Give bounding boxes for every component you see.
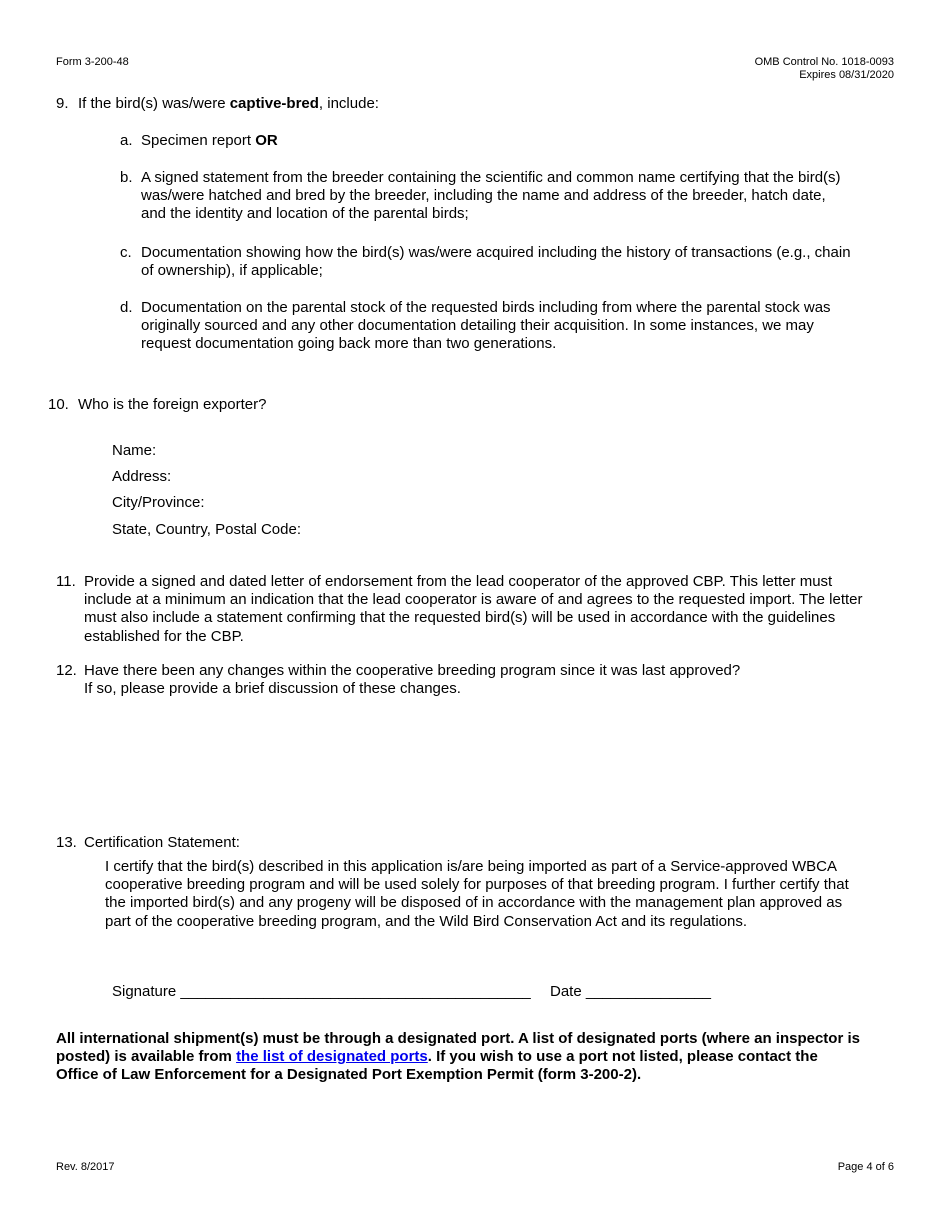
designated-ports-link[interactable]: the list of designated ports [236,1048,428,1066]
q12-text: Have there been any changes within the cooperative breeding program since it was last approved? If so, please provide a brief discussion of these changes. [84,662,741,698]
q9b-text: A signed statement from the breeder containing the scientific and common name certifying that the bird(s) was/were hatched and bred by the breeder, including the name and address of the breeder, hatch date, and the identity and location of the parental birds; [141,169,841,223]
q9d-letter: d. [120,299,133,316]
q9b-letter: b. [120,169,133,186]
exporter-name-field: Name: [112,442,157,459]
revision-date: Rev. 8/2017 [56,1161,115,1173]
expiration-date: Expires 08/31/2020 [799,69,894,81]
q9c-letter: c. [120,244,132,261]
exporter-address-field: Address: [112,468,172,485]
q9a-text: Specimen report OR [141,132,278,149]
signature-line: Signature __________________________________________ [112,983,531,1000]
q9d-text: Documentation on the parental stock of the requested birds including from where the parental stock was originally sourced and any other documentation detailing their acquisition. In some instances, we may request documentation going back more than two generations. [141,299,831,353]
form-number: Form 3-200-48 [56,56,129,68]
certification-statement: I certify that the bird(s) described in this application is/are being imported as part of a Service-approved WBCA cooperative breeding program and will be used solely for purposes of that breeding program. I further certify that the imported bird(s) and any progeny will be disposed of in accordance with the management plan approved as part of the cooperative breeding program, and the Wild Bird Conservation Act and its regulations. [105,858,849,930]
q10-question: Who is the foreign exporter? [78,396,267,413]
exporter-state-field: State, Country, Postal Code: [112,521,301,538]
q10-number: 10. [48,396,69,413]
omb-control-number: OMB Control No. 1018-0093 [754,56,894,68]
designated-port-notice: All international shipment(s) must be through a designated port. A list of designated ports (where an inspector is posted) is available from the list of designated ports. If you wish to use a port not listed, please contact the Office of Law Enforcement for a Designated Port Exemption Permit (form 3-200-2). [56,1030,860,1084]
q11-text: Provide a signed and dated letter of endorsement from the lead cooperator of the approved CBP. This letter must include at a minimum an indication that the lead cooperator is aware of and agrees to the requested import. The letter must also include a statement confirming that the requested bird(s) will be used in accordance with the guidelines established for the CBP. [84,573,863,645]
exporter-city-field: City/Province: [112,494,205,511]
q13-number: 13. [56,834,77,851]
q9-question: If the bird(s) was/were captive-bred, include: [78,95,379,112]
date-line: Date _______________ [550,983,711,1000]
q11-number: 11. [56,573,76,590]
q9c-text: Documentation showing how the bird(s) was/were acquired including the history of transactions (e.g., chain of ownership), if applicable; [141,244,851,280]
page-number: Page 4 of 6 [837,1161,894,1173]
q9-number: 9. [56,95,69,112]
q12-number: 12. [56,662,77,679]
q9a-letter: a. [120,132,133,149]
q13-title: Certification Statement: [84,834,240,851]
